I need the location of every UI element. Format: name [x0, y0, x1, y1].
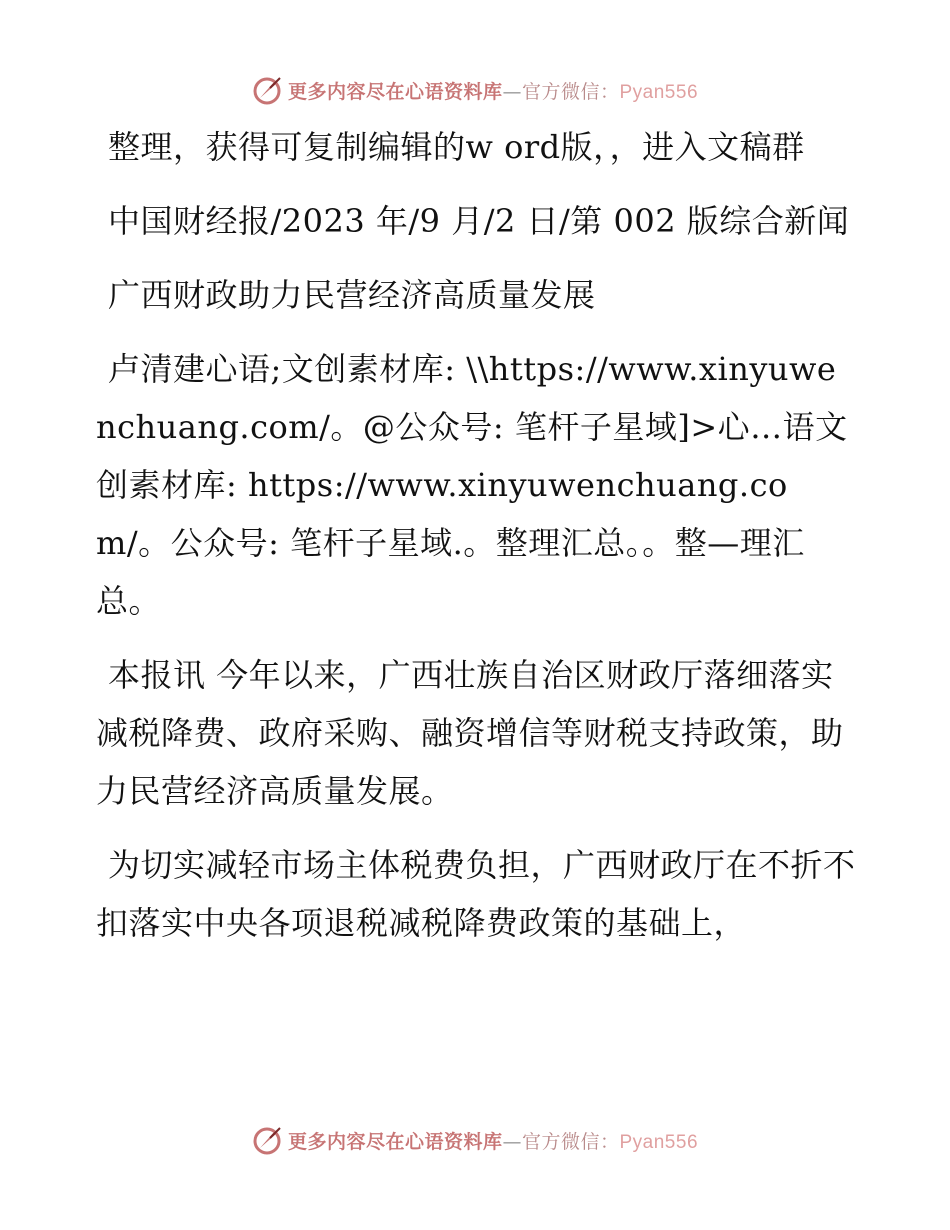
document-body: [96, 118, 856, 968]
paragraph-body-2: 为切实减轻市场主体税费负担，广西财政厅在不折不扣落实中央各项退税减税降费政策的基础上，: [96, 846, 856, 942]
watermark-main-text: 更多内容尽在心语资料库: [287, 80, 503, 103]
paragraph-body-1: 本报讯 今年以来，广西壮族自治区财政厅落细落实减税降费、政府采购、融资增信等财税支持政策，助力民营经济高质量发展。: [96, 656, 844, 810]
watermark-handle: Pyan556: [619, 81, 699, 103]
article-title: 广西财政助力民营经济高质量发展: [108, 276, 596, 314]
watermark-dash: —: [502, 1130, 522, 1153]
watermark-main-text: 更多内容尽在心语资料库: [287, 1130, 503, 1153]
quill-logo-icon: [252, 1124, 284, 1156]
paragraph-intro: 整理，获得可复制编辑的w ord版，，进入文稿群: [108, 128, 805, 166]
watermark-header: [0, 70, 950, 110]
paragraph-source: 中国财经报/2023 年/9 月/2 日/第 002 版综合新闻: [108, 202, 850, 240]
watermark-footer: [0, 1120, 950, 1160]
watermark-side-text: 官方微信：: [521, 80, 620, 103]
paragraph-author: 卢清建心语;文创素材库: \\https://www.xinyuwenchuang.com/。@公众号: 笔杆子星域]>心…语文创素材库: https://www.xinyuwenchuang.com/。公众号: 笔杆子星域.。整理汇总。。整—理汇总。: [96, 350, 848, 620]
watermark-dash: —: [502, 80, 522, 103]
quill-logo-icon: [252, 74, 284, 106]
watermark-side-text: 官方微信：: [521, 1130, 620, 1153]
watermark-handle: Pyan556: [619, 1131, 699, 1153]
